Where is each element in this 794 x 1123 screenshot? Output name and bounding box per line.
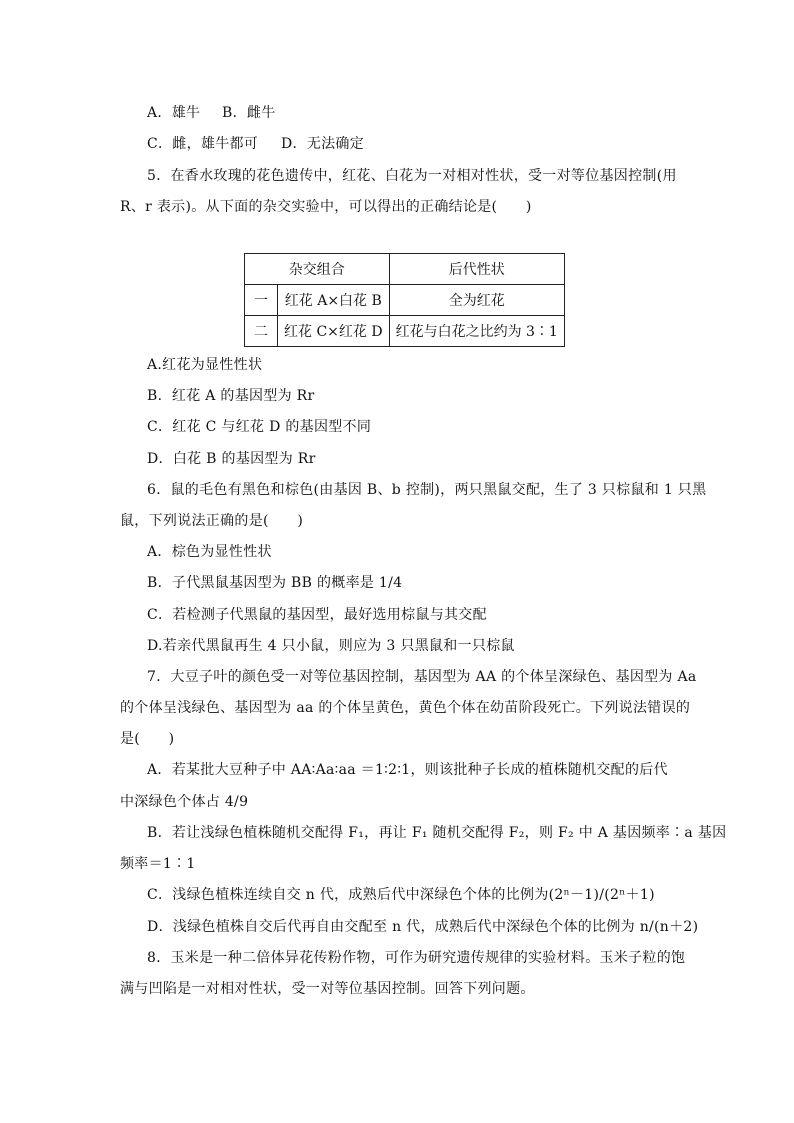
q7-stem-line3: 是( )	[120, 731, 175, 747]
q4-option-a: A．雄牛	[147, 105, 201, 121]
q7-option-c: C．浅绿色植株连续自交 n 代，成熟后代中深绿色个体的比例为(2ⁿ－1)/(2ⁿ＋1)	[147, 887, 655, 903]
q4-option-d: D．无法确定	[281, 136, 365, 152]
row-number: 二	[245, 316, 278, 347]
q5-stem-line2: R、r 表示)。从下面的杂交实验中，可以得出的正确结论是( )	[120, 199, 532, 215]
q6-option-b: B．子代黑鼠基因型为 BB 的概率是 1/4	[147, 575, 403, 591]
q6-option-a: A．棕色为显性性状	[147, 544, 272, 560]
table-row	[245, 316, 565, 347]
row-result: 全为红花	[389, 285, 564, 316]
q5-stem-line1: 5．在香水玫瑰的花色遗传中，红花、白花为一对相对性状，受一对等位基因控制(用	[147, 168, 677, 184]
row-cross: 红花 C×红花 D	[278, 316, 390, 347]
header-result: 后代性状	[389, 254, 564, 285]
q7-stem-line1: 7．大豆子叶的颜色受一对等位基因控制，基因型为 AA 的个体呈深绿色、基因型为 Aa	[147, 669, 697, 685]
row-cross: 红花 A×白花 B	[278, 285, 390, 316]
q7-stem-line2: 的个体呈浅绿色、基因型为 aa 的个体呈黄色，黄色个体在幼苗阶段死亡。下列说法错误的	[120, 700, 691, 716]
q8-stem-line1: 8．玉米是一种二倍体异花传粉作物，可作为研究遗传规律的实验材料。玉米子粒的饱	[147, 950, 686, 966]
q4-option-c: C．雌，雄牛都可	[147, 136, 259, 152]
cross-result-table	[244, 253, 565, 347]
q5-option-b: B．红花 A 的基因型为 Rr	[147, 388, 315, 404]
table-row	[245, 285, 565, 316]
q6-option-d: D.若亲代黑鼠再生 4 只小鼠，则应为 3 只黑鼠和一只棕鼠	[147, 638, 515, 654]
q6-stem-line2: 鼠，下列说法正确的是( )	[120, 513, 304, 529]
q5-option-d: D．白花 B 的基因型为 Rr	[147, 451, 316, 467]
q5-option-a: A.红花为显性性状	[147, 357, 263, 373]
q6-option-c: C．若检测子代黑鼠的基因型，最好选用棕鼠与其交配	[147, 607, 487, 623]
q7-option-a-line2: 中深绿色个体占 4/9	[120, 794, 249, 810]
q7-option-a-line1: A．若某批大豆种子中 AA∶Aa∶aa ＝1∶2∶1，则该批种子长成的植株随机交配的后代	[147, 762, 668, 778]
table-header-row	[245, 254, 565, 285]
q7-option-d: D．浅绿色植株自交后代再自由交配至 n 代，成熟后代中深绿色个体的比例为 n/(n＋2)	[147, 919, 699, 935]
row-number: 一	[245, 285, 278, 316]
header-cross: 杂交组合	[245, 254, 390, 285]
q7-option-b-line1: B．若让浅绿色植株随机交配得 F₁，再让 F₁ 随机交配得 F₂，则 F₂ 中 A 基因频率∶a 基因	[147, 825, 727, 841]
row-result: 红花与白花之比约为 3∶1	[389, 316, 564, 347]
q4-option-b: B．雌牛	[222, 105, 276, 121]
q6-stem-line1: 6．鼠的毛色有黑色和棕色(由基因 B、b 控制)，两只黑鼠交配，生了 3 只棕鼠和 1 只黑	[147, 482, 707, 498]
q8-stem-line2: 满与凹陷是一对相对性状，受一对等位基因控制。回答下列问题。	[120, 981, 535, 997]
q5-option-c: C．红花 C 与红花 D 的基因型不同	[147, 419, 372, 435]
q7-option-b-line2: 频率＝1∶1	[120, 856, 196, 872]
